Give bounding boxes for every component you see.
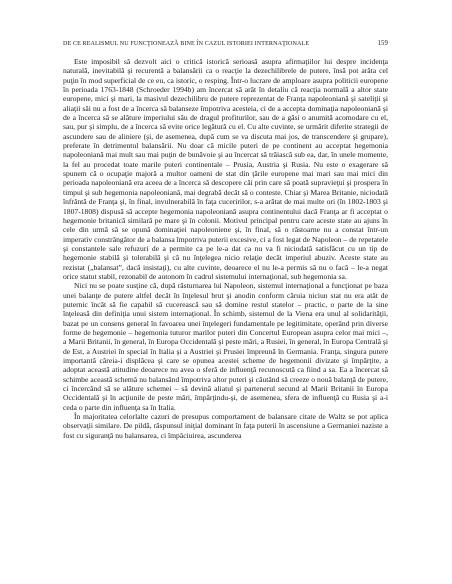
book-page [63,40,388,440]
body-text [63,57,388,440]
running-title: DE CE REALISMUL NU FUNCŢIONEAZĂ BINE ÎN CAZUL ISTORIEI INTERNAŢIONALE [63,41,310,47]
paragraph: În majoritatea celorlalte cazuri de presupus comportament de balansare citate de Waltz se pot aplica observaţii similare. De pildă, răspunsul iniţial dominant în faţa puterii în ascensiune a Germaniei naziste a fost cu siguranţă nu balansarea, ci împăciuirea, ascunderea [63,412,388,440]
running-header [63,40,388,47]
paragraph: Este imposibil să dezvolt aici o critică istorică serioasă asupra afirmaţiilor lui despre incidenţa naturală, inevitabilă şi recurentă a balansării ca o reacţie la dezechilibrele de putere, însă pot arăta cel puţin în mod superficial de ce eu, ca istoric, o resping. Într-o lucrare de amploare asupra politicii europene în perioada 1763-1848 (Schroeder 1994b) am încercat să arăt în detaliu că reacţia normală a altor state europene, mici şi mari, la masivul dezechilibru de putere reprezentat de Franţa napoleoniană şi sateliţii şi aliaţii săi nu a fost de a încerca să balanseze împotriva acesteia, ci de a accepta dominaţia napoleoniană şi de a încerca să se alăture imperiului său de dragul profiturilor, sau de a găsi o anumită acomodare cu el, sau, pur şi simplu, de a încerca să evite orice legătură cu el. Cu alte cuvinte, se urmărit diferite strategii de ascundere sau de aliniere (şi, de asemenea, după cum se va discuta mai jos, de transcendere şi grupare), preferate în detrimentul balansării. Nu doar că micile puteri de pe continent au acceptat hegemonia napoleoniană mai mult sau mai puţin de bunăvoie şi au încercat să trăiască sub ea, dar, în unele momente, la fel au procedat toate marile puteri continentale – Prusia, Austria şi Rusia. Nu este o exagerare să spunem că o ocupaţie majoră a multor oameni de stat din ţările europene mai mari sau mai mici din perioada napoleoniană era aceea de a încerca să descopere căi prin care să poată supravieţui şi prospera în timpul şi sub hegemonia napoleoniană, mai degrabă decât să o conteste. Chiar şi Marea Britanie, niciodată înfrântă de Franţa şi, în final, invulnerabilă în faţa cuceririlor, s-a arătat de mai multe ori (în 1802-1803 şi 1807-1808) dispusă să accepte hegemonia napoleoniană asupra continentului dacă Franţa ar fi acceptat o hegemonie britanică similară pe mare şi în colonii. Motivul principal pentru care aceste state au ajuns în cele din urmă să se opună dominaţiei napoleoniene şi, în final, să o răstoarne nu a constat într-un imperativ constrângător de a balansa împotriva puterii excesive, ci a fost legat de Napoleon – de repetatele şi constantele sale refuzuri de a permite ca pe le-a dat ca nu va fi niciodată satisfăcut cu un tip de hegemonie stabilă şi tolerabilă şi că nu înţelegea nicio relaţie decât imperiul abuziv. Aceste state au rezistat („balansat”, dacă insistaţi), cu alte cuvinte, deoarece el nu le-a permis să nu o facă – le-a negat orice statut stabil, rezonabil de autonom în cadrul sistemului internaţional, sub hegemonia sa. [63,57,388,281]
paragraph: Nici nu se poate susţine că, după răsturnarea lui Napoleon, sistemul internaţional a funcţionat pe baza unei balanţe de putere altfel decât în înţelesul brut şi anodin conform căruia niciun stat nu era atât de puternic încât să fie capabil să cucerească sau să domine restul statelor – practic, o parte de la sine înţeleasă din definiţia unui sistem internaţional. În schimb, sistemul de la Viena era unul al solidarităţii, bazat pe un consens general în favoarea unei înţelegeri fundamentale pe legitimitate, operând prin diverse forme de hegemonie – hegemonia tuturor marilor puteri din Concertul European asupra celor mai mici –, a Marii Britanii, în general, în Europa Occidentală şi peste mări, a Rusiei, în general, în Europa Centrală şi de Est, a Austriei în special în Italia şi a Austriei şi Prusiei împreună în Germania. Franţa, singura putere importantă căreia-i displăcea şi care se opunea acestei scheme de hegemonii divizate şi împărţite, a adoptat această atitudine deoarece nu avea o sferă de influenţă recunoscută ca fiind a sa. Ea a încercat să schimbe această schemă nu balansând împotriva altor puteri şi căutând să creeze o nouă balanţă de putere, ci încercând să se alăture schemei – să devină aliatul şi partenerul secund al Marii Britanii în Europa Occidentală şi în acţiunile de peste mări, împărţindu-şi, de asemenea, sfera de influenţă cu Rusia şi a-i ceda o parte din influenţa sa în Italia. [63,281,388,412]
page-number: 159 [377,40,388,47]
